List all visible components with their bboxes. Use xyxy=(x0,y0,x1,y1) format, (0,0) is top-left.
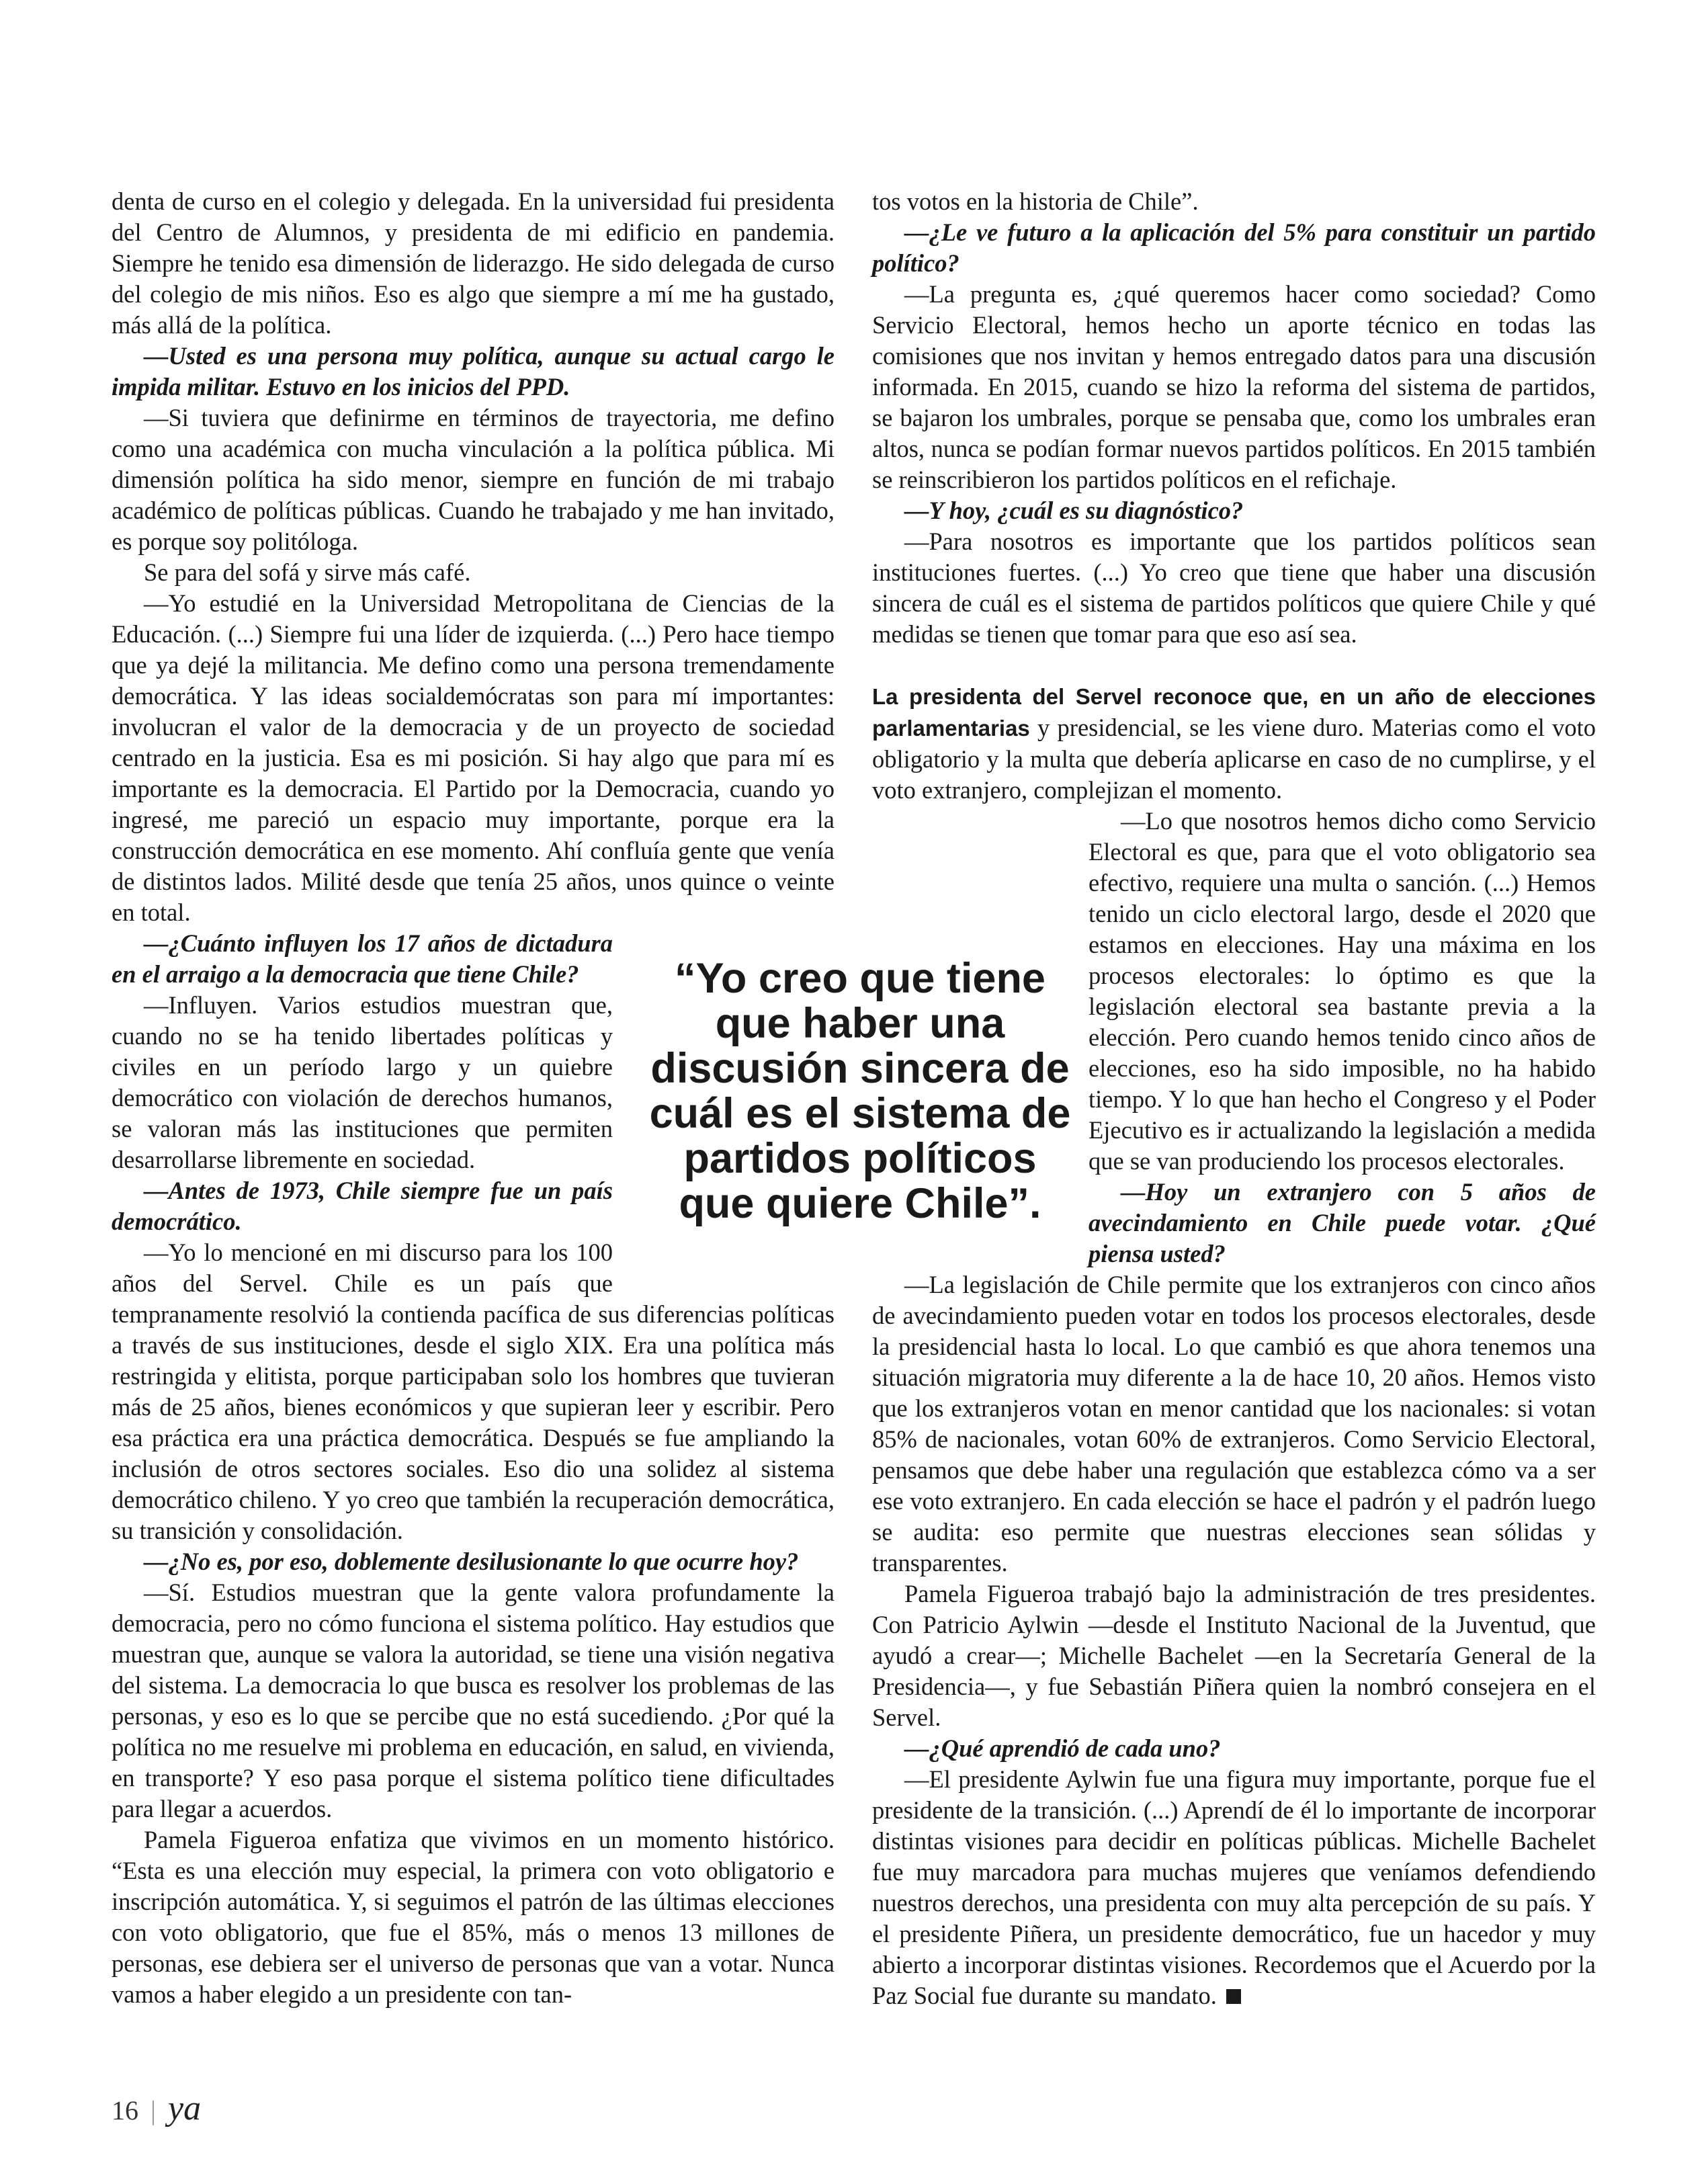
interview-question xyxy=(112,341,835,403)
paragraph-continued xyxy=(872,186,1596,217)
paragraph-text: —La pregunta es, ¿qué queremos hacer como sociedad? Como Servicio Electoral, hemos hecho un aporte técnico en todas las comisiones que nos invitan y hemos entregado datos para una discusión informada. En 2015, cuando se hizo la reforma del sistema de partidos, se bajaron los umbrales, porque se pensaba que, como los umbrales eran altos, nunca se podían formar nuevos partidos políticos. En 2015 también se reinscribieron los partidos políticos en el refichaje. xyxy=(872,280,1596,493)
paragraph-continued xyxy=(112,186,835,341)
lead-in-text: y presidencial, se les viene duro. Materias como el voto obligatorio y la multa que debería aplicarse en caso de no cumplirse, y el voto extranjero, complejizan el momento. xyxy=(872,714,1596,804)
paragraph xyxy=(872,279,1596,495)
paragraph xyxy=(112,588,835,928)
paragraph xyxy=(872,1764,1596,2011)
paragraph-text: —¿No es, por eso, doblemente desilusionante lo que ocurre hoy? xyxy=(144,1548,799,1575)
paragraph-text: —El presidente Aylwin fue una figura muy importante, porque fue el presidente de la transición. (...) Aprendí de él lo importante de incorporar distintas visiones para decidir en políticas públicas. Michelle Bachelet fue muy marcadora para muchas mujeres que veníamos defendiendo nuestros derechos, una presidenta con muy alta percepción de su país. Y el presidente Piñera, un presidente democrático, fue un hacedor y muy abierto a incorporar distintas visiones. Recordemos que el Acuerdo por la Paz Social fue durante su mandato. xyxy=(872,1765,1596,2009)
paragraph xyxy=(112,557,835,588)
paragraph-text: —Lo que nosotros hemos dicho como Servicio Electoral es que, para que el voto obligatorio sea efectivo, requiere una multa o sanción. (...) Hemos tenido un ciclo electoral largo, desde el 2020 que estamos en elecciones. Hay una máxima en los procesos electorales: lo óptimo es que la legislación electoral sea bastante previa a la elección. Pero cuando hemos tenido cinco años de elecciones, eso ha sido imposible, no ha habido tiempo. Y lo que han hecho el Congreso y el Poder Ejecutivo es ir actualizando la legislación a medida que se van produciendo los procesos electorales. xyxy=(1088,807,1596,1175)
paragraph-text: —La legislación de Chile permite que los extranjeros con cinco años de avecindamiento pueden votar en todos los procesos electorales, desde la presidencial hasta lo local. Lo que cambió es que ahora tenemos una situación migratoria muy diferente a la de hace 10, 20 años. Hemos visto que los extranjeros votan en menor cantidad que los nacionales: si votan 85% de nacionales, votan 60% de extranjeros. Como Servicio Electoral, pensamos que debe haber una regulación que establezca cómo va a ser ese voto extranjero. En cada elección se hace el padrón y el padrón luego se audita: eso permite que nuestras elecciones sean sólidas y transparentes. xyxy=(872,1271,1596,1577)
paragraph-text: denta de curso en el colegio y delegada. En la universidad fui presidenta del Centro de Alumnos, y presidenta de mi edificio en pandemia. Siempre he tenido esa dimensión de liderazgo. He sido delegada de curso del colegio de mis niños. Eso es algo que siempre a mí me ha gustado, más allá de la política. xyxy=(112,187,835,339)
folio xyxy=(112,2089,201,2128)
paragraph-text: —Si tuviera que definirme en términos de trayectoria, me defino como una académica con mucha vinculación a la política pública. Mi dimensión política ha sido menor, siempre en función de mi trabajo académico de políticas públicas. Cuando he trabajado y me han invitado, es porque soy politóloga. xyxy=(112,404,835,555)
paragraph-text: tos votos en la historia de Chile”. xyxy=(872,187,1199,215)
paragraph xyxy=(112,1824,835,2010)
paragraph-text: —¿Le ve futuro a la aplicación del 5% para constituir un partido político? xyxy=(872,218,1596,277)
paragraph-text: —Y hoy, ¿cuál es su diagnóstico? xyxy=(904,497,1244,524)
paragraph-text: Pamela Figueroa trabajó bajo la administración de tres presidentes. Con Patricio Aylwin —desde el Instituto Nacional de la Juventud, que ayudó a crear—; Michelle Bachelet —en la Secretaría General de la Presidencia—, y fue Sebastián Piñera quien la nombró consejera en el Servel. xyxy=(872,1580,1596,1731)
paragraph-text: —Sí. Estudios muestran que la gente valora profundamente la democracia, pero no cómo funciona el sistema político. Hay estudios que muestran que, aunque se valora la autoridad, se tiene una visión negativa del sistema. La democracia lo que busca es resolver los problemas de las personas, y eso es lo que se percibe que no está sucediendo. ¿Por qué la política no me resuelve mi problema en educación, en salud, en vivienda, en transporte? Y eso pasa porque el sistema político tiene dificultades para llegar a acuerdos. xyxy=(112,1579,835,1822)
paragraph-text: Pamela Figueroa enfatiza que vivimos en un momento histórico. “Esta es una elección muy especial, la primera con voto obligatorio e inscripción automática. Y, si seguimos el patrón de las últimas elecciones con voto obligatorio, que fue el 85%, más o menos 13 millones de personas, ese debiera ser el universo de personas que van a votar. Nunca vamos a haber elegido a un presidente con tan- xyxy=(112,1826,835,2008)
interview-question xyxy=(872,217,1596,279)
paragraph-text: —Yo lo mencioné en mi discurso para los 100 años del Servel. Chile es un país que tempranamente resolvió la contienda pacífica de sus diferencias políticas a través de sus instituciones, desde el siglo XIX. Era una política más restringida y elitista, porque participaban solo los hombres que tuvieran más de 25 años, bienes económicos y que supieran leer y escribir. Pero esa práctica era una práctica democrática. Después se fue ampliando la inclusión de otros sectores sociales. Eso dio una solidez al sistema democrático chileno. Y yo creo que también la recuperación democrática, su transición y consolidación. xyxy=(112,1238,835,1544)
interview-question xyxy=(872,1733,1596,1764)
paragraph-text: —Usted es una persona muy política, aunque su actual cargo le impida militar. Estuvo en los inicios del PPD. xyxy=(112,342,835,401)
paragraph-text: —Influyen. Varios estudios muestran que, cuando no se ha tenido libertades políticas y civiles en un período largo y un quiebre democrático con violación de derechos humanos, se valoran más las instituciones que permiten desarrollarse libremente en sociedad. xyxy=(112,991,613,1173)
page-number: 16 xyxy=(112,2095,138,2126)
paragraph xyxy=(872,526,1596,650)
paragraph-text: —Antes de 1973, Chile siempre fue un país democrático. xyxy=(112,1177,613,1235)
paragraph-text: —Yo estudié en la Universidad Metropolitana de Ciencias de la Educación. (...) Siempre fui una líder de izquierda. (...) Pero hace tiempo que ya dejé la militancia. Me defino como una persona tremendamente democrática. Y las ideas socialdemócratas son para mí importantes: involucran el valor de la democracia y de un proyecto de sociedad centrado en la justicia. Esa es mi posición. Si hay algo que para mí es importante es la democracia. El Partido por la Democracia, cuando yo ingresé, me pareció un espacio muy importante, porque era la construcción democrática en ese momento. Ahí confluía gente que venía de distintos lados. Milité desde que tenía 25 años, unos quince o veinte en total. xyxy=(112,589,835,926)
interview-question xyxy=(112,1546,835,1577)
paragraph xyxy=(872,1269,1596,1579)
paragraph-text: Se para del sofá y sirve más café. xyxy=(144,558,471,586)
paragraph-text: —¿Cuánto influyen los 17 años de dictadura en el arraigo a la democracia que tiene Chile? xyxy=(112,929,613,988)
folio-separator: | xyxy=(151,2095,157,2126)
paragraph xyxy=(112,1577,835,1824)
section-lead xyxy=(872,681,1596,806)
paragraph xyxy=(112,403,835,557)
interview-question xyxy=(872,495,1596,526)
paragraph xyxy=(872,1579,1596,1733)
paragraph-text: —Para nosotros es importante que los partidos políticos sean instituciones fuertes. (...) Yo creo que tiene que haber una discusión sincera de cuál es el sistema de partidos políticos que quiere Chile y qué medidas se tienen que tomar para que eso así sea. xyxy=(872,528,1596,648)
end-of-article-mark xyxy=(1226,1989,1241,2004)
magazine-logo: ya xyxy=(168,2089,202,2128)
lead-in-bold: La presidenta del Servel reconoce que, en un año de elecciones parlamentarias xyxy=(872,684,1596,741)
paragraph-text: —¿Qué aprendió de cada uno? xyxy=(904,1734,1221,1762)
paragraph-text: —Hoy un extranjero con 5 años de avecindamiento en Chile puede votar. ¿Qué piensa usted? xyxy=(1088,1178,1596,1267)
pull-quote: “Yo creo que tiene que haber una discusión sincera de cuál es el sistema de partidos políticos que quiere Chile”. xyxy=(649,955,1071,1227)
